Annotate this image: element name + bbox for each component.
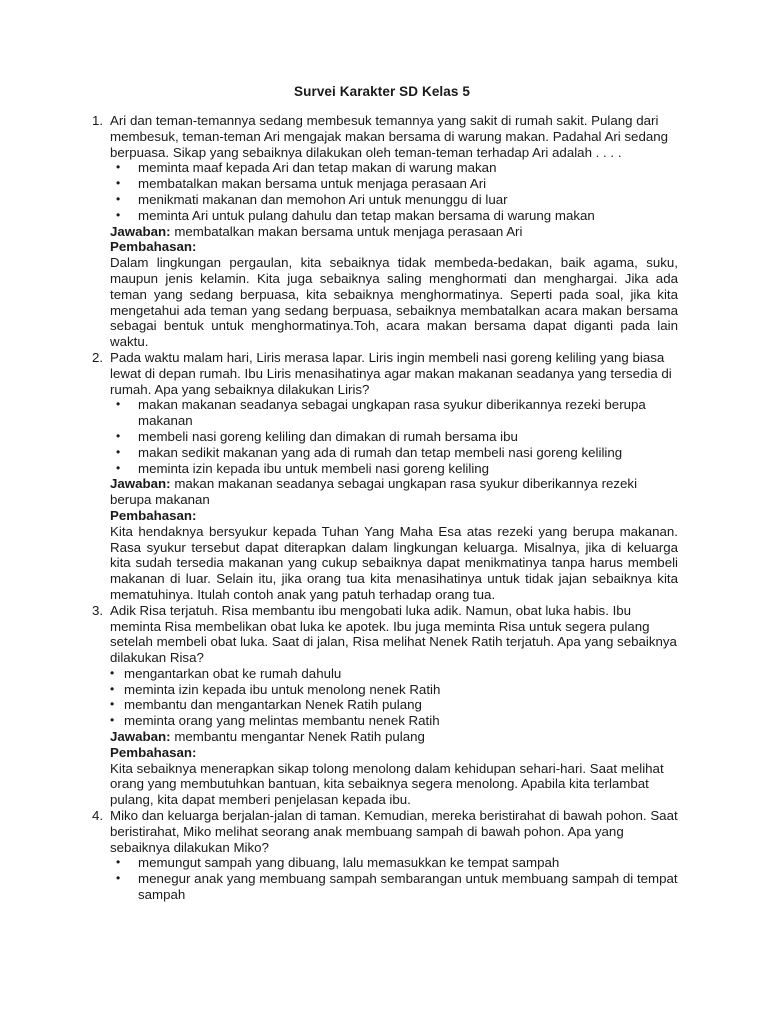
option-item [110,397,678,429]
option-list [110,855,678,902]
answer-text: membatalkan makan bersama untuk menjaga perasaan Ari [174,223,523,239]
option-item [110,208,678,224]
explanation-text: Dalam lingkungan pergaulan, kita sebaiknya tidak membeda-bedakan, baik agama, suku, maupun jenis kelamin. Kita juga sebaiknya saling menghormati dan menghargai. Jika ada teman yang sedang berpuasa, kita sebaiknya menghormatinya. Seperti pada soal, jika kita mengetahui ada teman yang sedang berpuasa, sebaiknya membatalkan acara makan bersama sebagai bentuk untuk menghormatinya.Toh, acara makan bersama dapat diganti pada lain waktu. [110,255,678,350]
option-item [110,871,678,903]
option-item [110,160,678,176]
option-item [110,461,678,477]
question-1 [86,113,678,350]
option-text: membeli nasi goreng keliling dan dimakan di rumah bersama ibu [138,428,518,444]
bullet-icon: • [116,207,121,222]
question-text: Miko dan keluarga berjalan-jalan di taman. Kemudian, mereka beristirahat di bawah pohon. Saat beristirahat, Miko melihat seorang anak membuang sampah di bawah pohon. Apa yang sebaiknya dilakukan Miko? [110,808,678,855]
option-text: meminta Ari untuk pulang dahulu dan tetap makan bersama di warung makan [138,207,595,223]
document-title: Survei Karakter SD Kelas 5 [294,84,470,99]
answer-line [110,729,678,745]
bullet-icon: • [116,444,121,459]
option-list [110,397,678,476]
question-text: Adik Risa terjatuh. Risa membantu ibu mengobati luka adik. Namun, obat luka habis. Ibu meminta Risa membelikan obat luka ke apotek. Ibu juga meminta Risa untuk segera pulang setelah membeli obat luka. Saat di jalan, Risa melihat Nenek Ratih terjatuh. Apa yang sebaiknya dilakukan Risa? [110,602,677,666]
bullet-icon: • [116,160,121,175]
question-number: 3. [92,602,104,618]
answer-text: membantu mengantar Nenek Ratih pulang [174,729,425,745]
option-item [110,192,678,208]
option-text: meminta izin kepada ibu untuk menolong nenek Ratih [124,681,441,697]
option-text: memungut sampah yang dibuang, lalu memasukkan ke tempat sampah [138,855,560,871]
option-text: mengantarkan obat ke rumah dahulu [124,665,342,681]
explanation-text: Kita hendaknya bersyukur kepada Tuhan Yang Maha Esa atas rezeki yang berupa makanan. Rasa syukur tersebut dapat diterapkan dalam lingkungan keluarga. Misalnya, jika di keluarga kita sudah tersedia makanan yang cukup sebaiknya dapat menikmatinya tanpa harus membeli makanan di luar. Selain itu, jika orang tua kita menasihatinya untuk tidak jajan sebaiknya kita mematuhinya. Itulah contoh anak yang patuh terhadap orang tua. [110,523,678,602]
option-list [110,160,678,223]
option-text: meminta maaf kepada Ari dan tetap makan di warung makan [138,160,497,176]
option-text: membantu dan mengantarkan Nenek Ratih pulang [124,697,422,713]
question-number: 1. [92,113,104,128]
option-item [110,855,678,871]
bullet-icon: • [116,397,121,412]
explanation-label: Pembahasan: [110,239,197,255]
answer-line [110,476,678,508]
question-4 [86,808,678,903]
question-text: Pada waktu malam hari, Liris merasa lapar. Liris ingin membeli nasi goreng keliling yang biasa lewat di depan rumah. Ibu Liris menasihatinya agar makan makanan seadanya yang tersedia di rumah. Apa yang sebaiknya dilakukan Liris? [110,349,672,397]
bullet-icon: • [110,713,115,728]
option-item [110,682,678,698]
explanation-label: Pembahasan: [110,507,197,523]
option-item [110,176,678,192]
option-text: makan makanan seadanya sebagai ungkapan rasa syukur diberikannya rezeki berupa makanan [138,397,646,429]
option-text: meminta izin kepada ibu untuk membeli nasi goreng keliling [138,460,490,476]
option-text: menegur anak yang membuang sampah sembarangan untuk membuang sampah di tempat sampah [138,871,678,903]
option-item [110,666,678,682]
explanation-label: Pembahasan: [110,744,197,760]
option-item [110,445,678,461]
answer-line [110,224,678,240]
bullet-icon: • [116,191,121,206]
option-list [110,666,678,729]
bullet-icon: • [116,176,121,191]
bullet-icon: • [110,697,115,712]
question-number: 2. [92,349,104,365]
bullet-icon: • [116,871,121,886]
answer-label: Jawaban: [110,223,171,239]
option-text: membatalkan makan bersama untuk menjaga perasaan Ari [138,176,487,192]
option-item [110,713,678,729]
question-text: Ari dan teman-temannya sedang membesuk temannya yang sakit di rumah sakit. Pulang dari membesuk, teman-teman Ari mengajak makan bersama di warung makan. Padahal Ari sedang berpuasa. Sikap yang sebaiknya dilakukan oleh teman-teman terhadap Ari adalah . . . . [110,113,669,160]
question-3 [86,603,678,808]
answer-text: makan makanan seadanya sebagai ungkapan rasa syukur diberikannya rezeki berupa makanan [110,476,638,508]
bullet-icon: • [116,855,121,870]
bullet-icon: • [110,665,115,680]
question-number: 4. [92,808,104,824]
option-text: makan sedikit makanan yang ada di rumah dan tetap membeli nasi goreng keliling [138,444,623,460]
option-item [110,697,678,713]
option-text: meminta orang yang melintas membantu nenek Ratih [124,713,440,729]
option-item [110,429,678,445]
bullet-icon: • [116,460,121,475]
option-text: menikmati makanan dan memohon Ari untuk menunggu di luar [138,191,508,207]
question-2 [86,350,678,603]
bullet-icon: • [116,428,121,443]
explanation-text: Kita sebaiknya menerapkan sikap tolong menolong dalam kehidupan sehari-hari. Saat melihat orang yang membutuhkan bantuan, kita sebaiknya segera menolong. Apabila kita terlambat pulang, kita dapat memberi penjelasan kepada ibu. [110,760,664,808]
answer-label: Jawaban: [110,729,171,745]
bullet-icon: • [110,681,115,696]
answer-label: Jawaban: [110,476,171,492]
